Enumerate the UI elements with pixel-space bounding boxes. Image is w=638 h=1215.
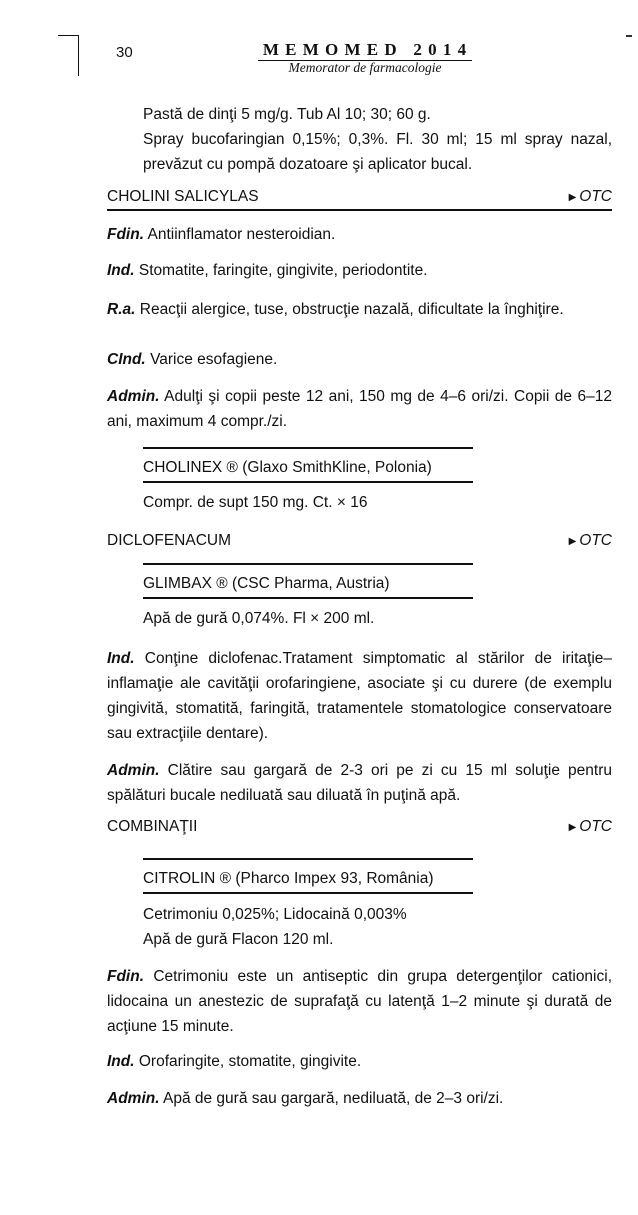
page-number: 30 bbox=[116, 44, 133, 61]
product-detail: Apă de gură Flacon 120 ml. bbox=[143, 931, 334, 948]
drug-name: COMBINAŢII bbox=[107, 818, 198, 835]
product-rule bbox=[143, 563, 473, 565]
intro-line: Spray bucofaringian 0,15%; 0,3%. Fl. 30 ml; 15 ml spray nazal, prevăzut cu pompă dozatoare şi aplicator bucal. bbox=[143, 131, 612, 173]
otc-badge: ▶ OTC bbox=[568, 818, 612, 835]
section-heading bbox=[107, 532, 612, 550]
intro-line: Pastă de dinţi 5 mg/g. Tub Al 10; 30; 60 g. bbox=[143, 106, 431, 123]
product-detail: Compr. de supt 150 mg. Ct. × 16 bbox=[143, 494, 368, 511]
product-name: CHOLINEX ® (Glaxo SmithKline, Polonia) bbox=[143, 459, 432, 476]
drug-name: DICLOFENACUM bbox=[107, 532, 232, 549]
otc-badge: ▶ OTC bbox=[568, 188, 612, 205]
admin-paragraph: Admin. Adulţi şi copii peste 12 ani, 150 mg de 4–6 ori/zi. Copii de 6–12 ani, maximum 4 compr./zi. bbox=[107, 388, 613, 430]
fdin-paragraph: Fdin. Antiinflamator nesteroidian. bbox=[107, 226, 336, 243]
product-detail: Apă de gură 0,074%. Fl × 200 ml. bbox=[143, 610, 375, 627]
product-detail: Cetrimoniu 0,025%; Lidocaină 0,003% bbox=[143, 906, 407, 923]
product-rule bbox=[143, 447, 473, 449]
product-rule bbox=[143, 858, 473, 860]
product-name: CITROLIN ® (Pharco Impex 93, România) bbox=[143, 870, 434, 887]
product-name: GLIMBAX ® (CSC Pharma, Austria) bbox=[143, 575, 390, 592]
edge-mark bbox=[626, 35, 632, 37]
product-rule bbox=[143, 481, 473, 483]
running-title: M E M O M E D 2 0 1 4 bbox=[262, 40, 468, 59]
drug-name: CHOLINI SALICYLAS bbox=[107, 188, 259, 205]
ind-paragraph: Ind. Orofaringite, stomatite, gingivite. bbox=[107, 1053, 362, 1070]
admin-paragraph: Admin. Clătire sau gargară de 2-3 ori pe zi cu 15 ml soluţie pentru spălături bucale nediluată sau diluată în puţină apă. bbox=[107, 762, 613, 804]
section-heading bbox=[107, 818, 612, 836]
ind-paragraph: Ind. Stomatite, faringite, gingivite, periodontite. bbox=[107, 262, 428, 279]
running-subtitle: Memorator de farmacologie bbox=[288, 60, 442, 75]
product-rule bbox=[143, 892, 473, 894]
triangle-icon: ▶ bbox=[568, 822, 577, 833]
triangle-icon: ▶ bbox=[568, 192, 577, 203]
section-divider bbox=[107, 209, 612, 211]
product-rule bbox=[143, 597, 473, 599]
section-heading bbox=[107, 188, 612, 206]
triangle-icon: ▶ bbox=[568, 536, 577, 547]
fdin-paragraph: Fdin. Cetrimoniu este un antiseptic din grupa detergenţilor cationici, lidocaina un anestezic de suprafaţă cu latenţă 1–2 minute şi durată de acţiune 15 minute. bbox=[107, 968, 612, 1035]
crop-mark bbox=[58, 35, 79, 76]
ra-paragraph: R.a. Reacţii alergice, tuse, obstrucţie nazală, dificultate la înghiţire. bbox=[107, 301, 564, 318]
cind-paragraph: CInd. Varice esofagiene. bbox=[107, 351, 278, 368]
ind-paragraph: Ind. Conţine diclofenac.Tratament simptomatic al stărilor de iritaţie–inflamaţie ale cavităţii orofaringiene, asociate şi cu durere (de exemplu gingivită, stomatită, faringită, tratamentele stomatologice conservatoare sau extracţiile dentare). bbox=[107, 650, 612, 742]
admin-paragraph: Admin. Apă de gură sau gargară, nediluată, de 2–3 ori/zi. bbox=[107, 1090, 504, 1107]
otc-badge: ▶ OTC bbox=[568, 532, 612, 549]
